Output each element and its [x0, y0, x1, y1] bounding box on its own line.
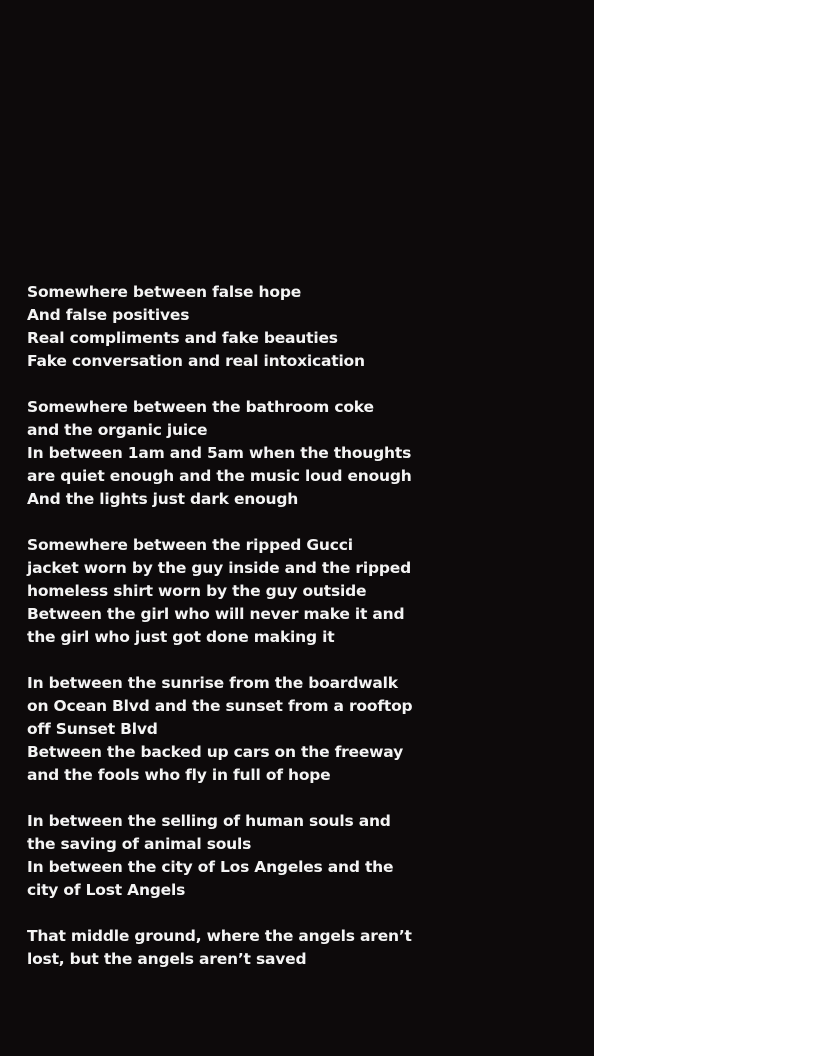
poem-line: In between 1am and 5am when the thoughts: [27, 444, 412, 462]
poem-line: and the organic juice: [27, 421, 208, 439]
poem-line: And false positives: [27, 306, 190, 324]
poem-line: Somewhere between the ripped Gucci: [27, 536, 353, 554]
poem-line: Between the backed up cars on the freeway: [27, 743, 403, 761]
poem-line: the saving of animal souls: [27, 835, 252, 853]
poem-line: lost, but the angels aren’t saved: [27, 950, 307, 968]
poem-line: In between the selling of human souls and: [27, 812, 391, 830]
poem-line: Fake conversation and real intoxication: [27, 352, 365, 370]
poem-line: Real compliments and fake beauties: [27, 329, 338, 347]
stanza-3: [27, 534, 587, 649]
poem-line: In between the sunrise from the boardwalk: [27, 674, 398, 692]
poem-line: And the lights just dark enough: [27, 490, 299, 508]
poem-line: off Sunset Blvd: [27, 720, 158, 738]
poem-line: jacket worn by the guy inside and the ripped: [27, 559, 411, 577]
stanza-5: [27, 810, 587, 902]
poem-line: Somewhere between the bathroom coke: [27, 398, 374, 416]
poem-line: That middle ground, where the angels aren’t: [27, 927, 412, 945]
stanza-1: [27, 281, 587, 373]
poem-line: Somewhere between false hope: [27, 283, 302, 301]
poem-line: city of Lost Angels: [27, 881, 186, 899]
poem-line: homeless shirt worn by the guy outside: [27, 582, 367, 600]
stanza-4: [27, 672, 587, 787]
poem-line: and the fools who fly in full of hope: [27, 766, 331, 784]
poem-line: Between the girl who will never make it and: [27, 605, 405, 623]
poem-line: In between the city of Los Angeles and the: [27, 858, 394, 876]
poem-text: [27, 281, 587, 994]
poem-line: on Ocean Blvd and the sunset from a rooftop: [27, 697, 413, 715]
poem-line: are quiet enough and the music loud enough: [27, 467, 412, 485]
stanza-6: [27, 925, 587, 971]
stanza-2: [27, 396, 587, 511]
poem-line: the girl who just got done making it: [27, 628, 335, 646]
blank-margin: [594, 0, 816, 1056]
